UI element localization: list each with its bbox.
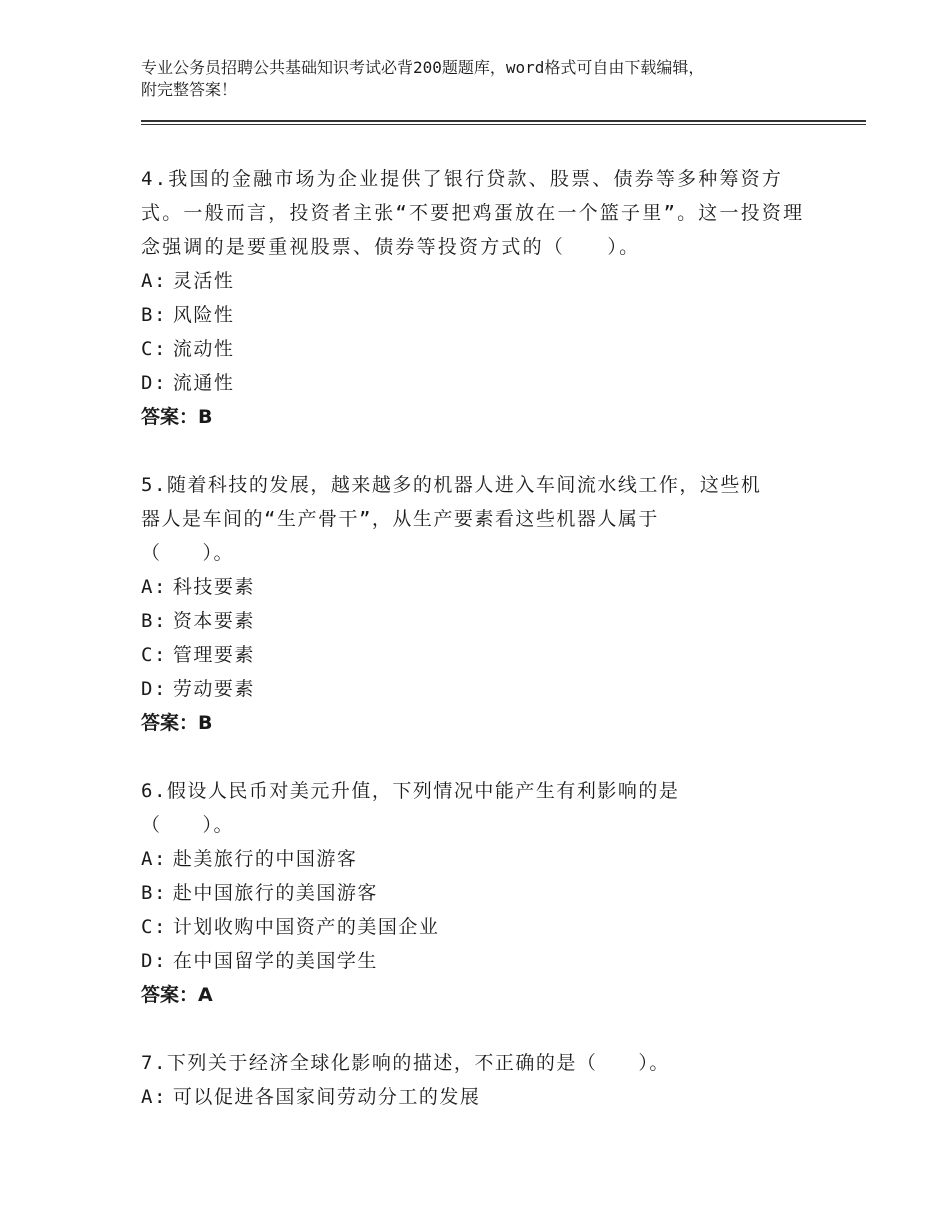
option-letter: B: (141, 610, 167, 632)
question-4-number: 4. (141, 168, 169, 190)
question-4-option-b (141, 298, 821, 332)
option-text: 赴美旅行的中国游客 (172, 848, 358, 870)
option-text: 风险性 (172, 304, 235, 326)
option-letter: A: (141, 270, 167, 292)
header-title-line-1: 专业公务员招聘公共基础知识考试必背200题题库，word格式可自由下载编辑， (141, 58, 705, 77)
option-text: 赴中国旅行的美国游客 (172, 882, 378, 904)
header-title-line-2: 附完整答案！ (141, 80, 238, 99)
option-text: 在中国留学的美国学生 (172, 950, 378, 972)
option-text: 管理要素 (172, 644, 255, 666)
document-header (141, 57, 841, 101)
question-6-option-c (141, 910, 821, 944)
option-text: 科技要素 (172, 576, 255, 598)
question-4-option-d (141, 366, 821, 400)
question-7 (141, 1046, 821, 1114)
question-6-option-d (141, 944, 821, 978)
question-6-number: 6. (141, 780, 167, 802)
question-list (141, 162, 821, 1148)
option-text: 可以促进各国家间劳动分工的发展 (172, 1086, 481, 1108)
question-7-option-a (141, 1080, 821, 1114)
option-letter: A: (141, 1086, 167, 1108)
option-letter: A: (141, 848, 167, 870)
question-6-text-line-1 (141, 774, 821, 808)
option-letter: B: (141, 304, 167, 326)
question-5-option-b (141, 604, 821, 638)
question-6-option-b (141, 876, 821, 910)
question-5-answer: 答案：B (141, 712, 213, 734)
question-5 (141, 468, 821, 740)
question-4-option-c (141, 332, 821, 366)
option-letter: D: (141, 678, 167, 700)
question-7-number: 7. (141, 1052, 167, 1074)
question-5-text-line-3: （ ）。 (141, 542, 235, 564)
question-6-answer: 答案：A (141, 984, 213, 1006)
question-6-option-a (141, 842, 821, 876)
header-divider-thick (141, 120, 866, 122)
option-letter: C: (141, 338, 167, 360)
question-4-answer: 答案：B (141, 406, 213, 428)
question-6-text-line-2: （ ）。 (141, 814, 235, 836)
option-text: 灵活性 (172, 270, 235, 292)
option-letter: B: (141, 882, 167, 904)
option-text: 流通性 (172, 372, 235, 394)
question-6-body-1: 假设人民币对美元升值，下列情况中能产生有利影响的是 (166, 780, 680, 802)
question-6 (141, 774, 821, 1012)
option-letter: A: (141, 576, 167, 598)
option-text: 劳动要素 (172, 678, 255, 700)
question-4-option-a (141, 264, 821, 298)
question-5-text-line-1 (141, 468, 821, 502)
question-5-number: 5. (141, 474, 167, 496)
question-7-text (141, 1046, 821, 1080)
question-5-body-1: 随着科技的发展，越来越多的机器人进入车间流水线工作，这些机 (166, 474, 762, 496)
option-text: 流动性 (172, 338, 235, 360)
question-7-body: 下列关于经济全球化影响的描述，不正确的是（ ）。 (166, 1052, 670, 1074)
option-letter: D: (141, 372, 167, 394)
option-text: 计划收购中国资产的美国企业 (172, 916, 440, 938)
question-4 (141, 162, 821, 434)
header-divider-thin (141, 124, 866, 125)
option-letter: C: (141, 916, 167, 938)
option-text: 资本要素 (172, 610, 255, 632)
option-letter: D: (141, 950, 167, 972)
question-4-body: 我国的金融市场为企业提供了银行贷款、股票、债券等多种筹资方式。一般而言，投资者主张“不要把鸡蛋放在一个篮子里”。这一投资理念强调的是要重视股票、债券等投资方式的（ ）。 (141, 168, 805, 258)
question-5-option-c (141, 638, 821, 672)
question-5-text-line-2: 器人是车间的“生产骨干”，从生产要素看这些机器人属于 (141, 508, 659, 530)
question-5-option-a (141, 570, 821, 604)
question-4-text (141, 162, 821, 264)
question-5-option-d (141, 672, 821, 706)
option-letter: C: (141, 644, 167, 666)
